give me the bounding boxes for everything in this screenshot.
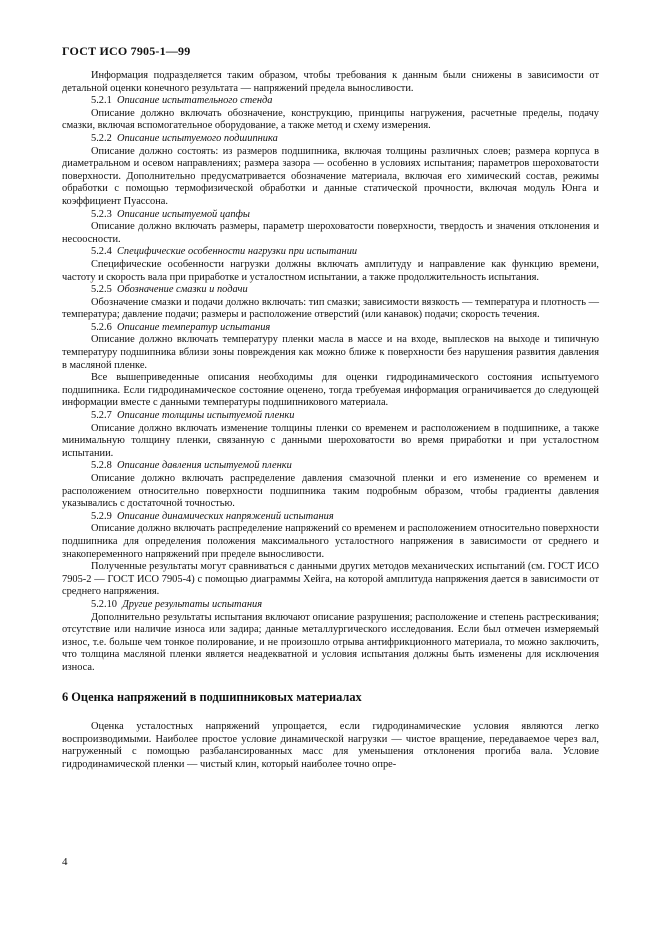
page-number: 4 — [62, 856, 68, 868]
subsection-title: Описание температур испытания — [116, 321, 271, 333]
paragraph: Специфические особенности нагрузки должны включать амплитуду и направление как функцию времени, частоту и скорость вала при приработке и усталостном испытании, а также продолжительность испытания. — [62, 258, 599, 283]
subsection-heading — [62, 209, 599, 222]
subsection-title: Специфические особенности нагрузки при испытании — [116, 246, 358, 258]
subsection-title: Обозначение смазки и подачи — [116, 284, 248, 296]
paragraph: Описание должно включать распределение напряжений со временем и расположением относительно поверхности подшипника для определения положения максимального усталостного напряжения в зависимости от среднего и знакопеременного напряжений при пределе выносливости. — [62, 523, 599, 560]
subsection-title: Описание испытательного стенда — [116, 95, 273, 107]
subsection-number: 5.2.8 — [91, 460, 112, 472]
paragraph: Описание должно включать изменение толщины пленки со временем и расположением в подшипнике, а также минимальную толщину пленки, связанную с данными шероховатости во время приработки и при усталостном испытании. — [62, 422, 599, 459]
subsection-title: Описание испытуемой цапфы — [116, 208, 250, 220]
subsection-heading — [62, 95, 599, 108]
subsection-heading — [62, 511, 599, 524]
subsection-number: 5.2.2 — [91, 132, 112, 144]
subsection-heading — [62, 133, 599, 146]
subsection-heading — [62, 460, 599, 473]
paragraph: Описание должно включать размеры, параметр шероховатости поверхности, твердость и значения отклонения и несоосности. — [62, 221, 599, 245]
subsection-heading — [62, 284, 599, 297]
paragraph: Описание должно включать температуру пленки масла в массе и на входе, выплесков на выходе и типичную температуру подшипника вблизи зоны повреждения как можно ближе к поверхности без нарушения развития давления в масляной пленке. — [62, 334, 599, 371]
subsection-title: Другие результаты испытания — [122, 598, 263, 610]
paragraph: Все вышеприведенные описания необходимы для оценки гидродинамического состояния испытуемого подшипника. Если гидродинамическое состояние оценено, тогда требуемая информация ограничивается до следующей информации вместе с данными температуры подшипникового материала. — [62, 372, 599, 409]
document-header: ГОСТ ИСО 7905-1—99 — [62, 44, 191, 58]
paragraph: Описание должно включать распределение давления смазочной пленки и его изменение со временем и расположением относительно поверхности подшипника таким подробным образом, чтобы градиенты давления указывались с достаточной точностью. — [62, 473, 599, 510]
paragraph: Описание должно состоять: из размеров подшипника, включая толщины различных слоев; размера корпуса в диаметральном и осевом направлениях; размера зазора — особенно в условиях испытания; параметров шероховатости поверхности. Дополнительно предусматривается обозначение материала, включая его химический состав, режимы обработки с помощью термофизической обработки и данные статической прочности, включая модуль Юнга и коэффициент Пуассона. — [62, 145, 599, 207]
paragraph: Описание должно включать обозначение, конструкцию, принципы нагружения, расчетные пределы, подачу смазки, включая вспомогательное оборудование, а также метод и схему измерения. — [62, 107, 599, 132]
subsection-heading — [62, 246, 599, 259]
subsection-title: Описание толщины испытуемой пленки — [116, 410, 295, 422]
paragraph: Оценка усталостных напряжений упрощается, если гидродинамические условия являются легко воспроизводимыми. Наиболее простое условие динамической нагрузки — чистое вращение, передаваемое через вал, нагруженный с помощью разбалансированных масс для уменьшения отклонения прогиба вала. Условие гидродинамической пленки — чистый клин, который наиболее точно опре- — [62, 721, 599, 770]
subsection-title: Описание давления испытуемой пленки — [116, 460, 292, 472]
paragraph: Дополнительно результаты испытания включают описание разрушения; расположение и степень растрескивания; отсутствие или наличие износа или задира; данные металлургического исследования. Если был отмечен измеряемый износ, т.е. больше чем тонкое полирование, и не произошло отрыва антифрикционного материала, то можно заключить, что толщина масляной пленки является неадекватной и условия испытания должны быть изменены для исключения износа. — [62, 611, 599, 673]
paragraph: Информация подразделяется таким образом, чтобы требования к данным были снижены в зависимости от детальной оценки конечного результата — напряжений предела выносливости. — [62, 70, 599, 94]
subsection-number: 5.2.7 — [91, 410, 112, 422]
subsection-heading — [62, 599, 599, 612]
subsection-number: 5.2.10 — [91, 598, 117, 610]
subsection-heading — [62, 410, 599, 423]
subsection-number: 5.2.3 — [91, 208, 112, 220]
subsection-title: Описание испытуемого подшипника — [116, 132, 278, 144]
subsection-number: 5.2.6 — [91, 321, 112, 333]
subsection-number: 5.2.5 — [91, 284, 112, 296]
subsection-number: 5.2.1 — [91, 95, 112, 107]
subsection-heading — [62, 322, 599, 335]
subsection-title: Описание динамических напряжений испытания — [116, 510, 334, 522]
subsection-number: 5.2.4 — [91, 246, 112, 258]
document-body — [62, 70, 599, 771]
paragraph: Обозначение смазки и подачи должно включать: тип смазки; зависимости вязкость — температура и плотность — температура; давление подачи; размеры и расположение отверстий (или канавок) подачи; скорость течения. — [62, 296, 599, 321]
subsection-number: 5.2.9 — [91, 510, 112, 522]
paragraph: Полученные результаты могут сравниваться с данными других методов механических испытаний (см. ГОСТ ИСО 7905-2 — ГОСТ ИСО 7905-4) с помощью диаграммы Хейга, на которой амплитуда напряжения дается в зависимости от среднего напряжения. — [62, 561, 599, 598]
section-heading: 6 Оценка напряжений в подшипниковых материалах — [62, 689, 362, 704]
